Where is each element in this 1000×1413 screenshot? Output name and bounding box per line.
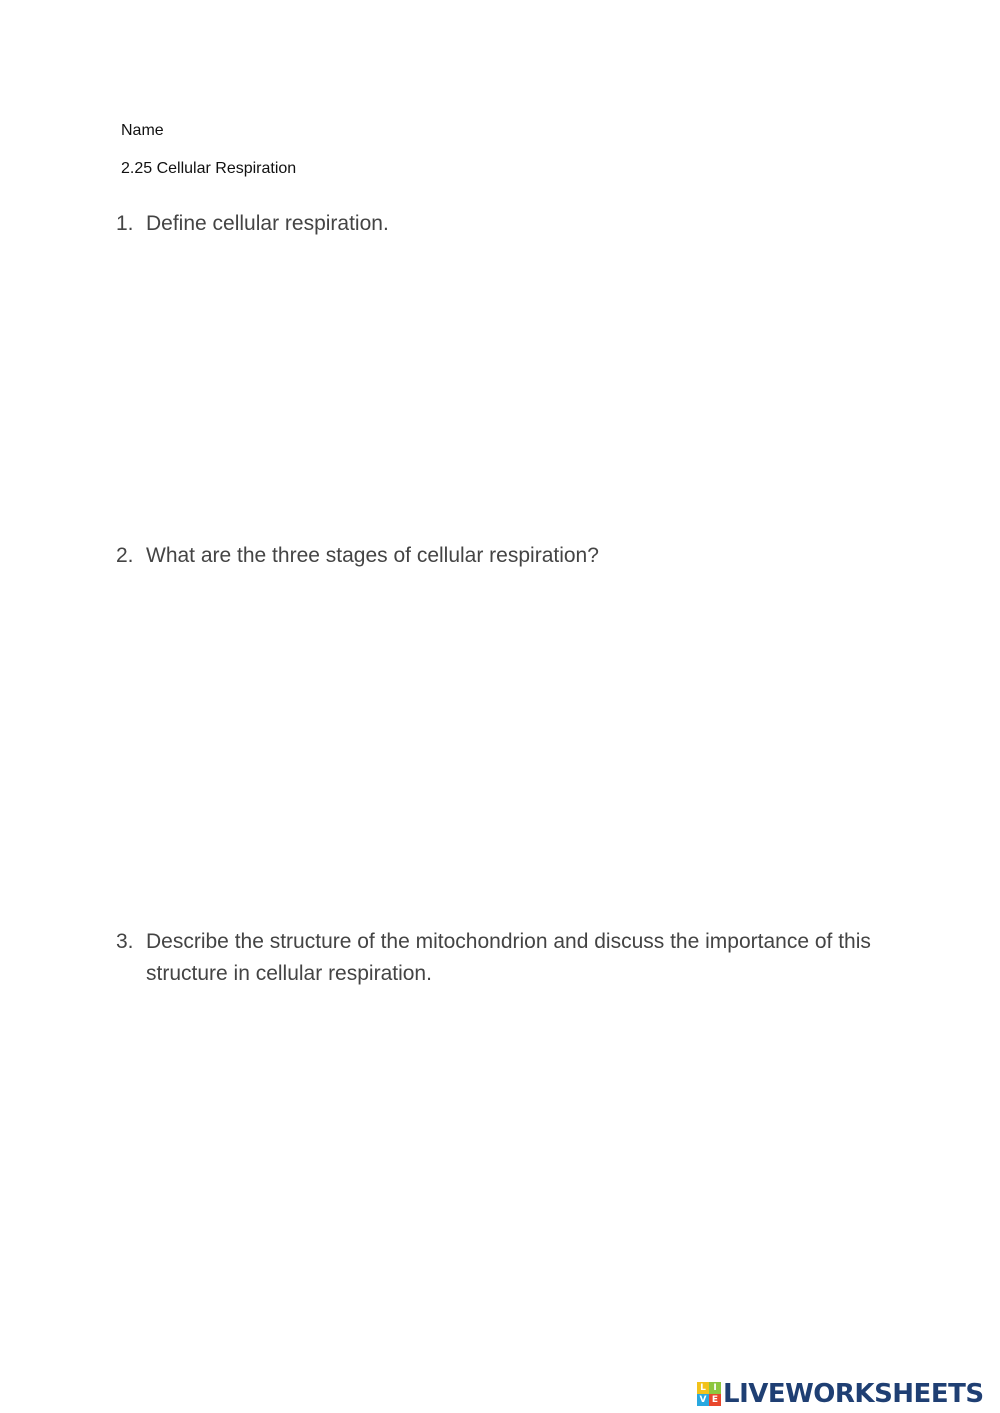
question-3 xyxy=(116,926,876,990)
logo-text: LIVEWORKSHEETS xyxy=(723,1379,984,1409)
question-number: 1. xyxy=(116,212,134,235)
question-text: Define cellular respiration. xyxy=(146,212,389,235)
name-label: Name xyxy=(121,122,164,139)
worksheet-title: 2.25 Cellular Respiration xyxy=(121,160,297,177)
question-number: 2. xyxy=(116,544,134,567)
question-text: Describe the structure of the mitochondrion and discuss the importance of this structure in cellular respiration. xyxy=(146,930,871,985)
logo-icon xyxy=(697,1382,721,1406)
logo-letter: L xyxy=(697,1382,709,1394)
liveworksheets-logo xyxy=(697,1378,984,1410)
logo-letter: V xyxy=(697,1394,709,1406)
question-text: What are the three stages of cellular respiration? xyxy=(146,544,599,567)
question-2 xyxy=(116,540,896,572)
question-number: 3. xyxy=(116,930,134,953)
logo-letter: I xyxy=(709,1382,721,1394)
question-1 xyxy=(116,208,896,240)
logo-letter: E xyxy=(709,1394,721,1406)
